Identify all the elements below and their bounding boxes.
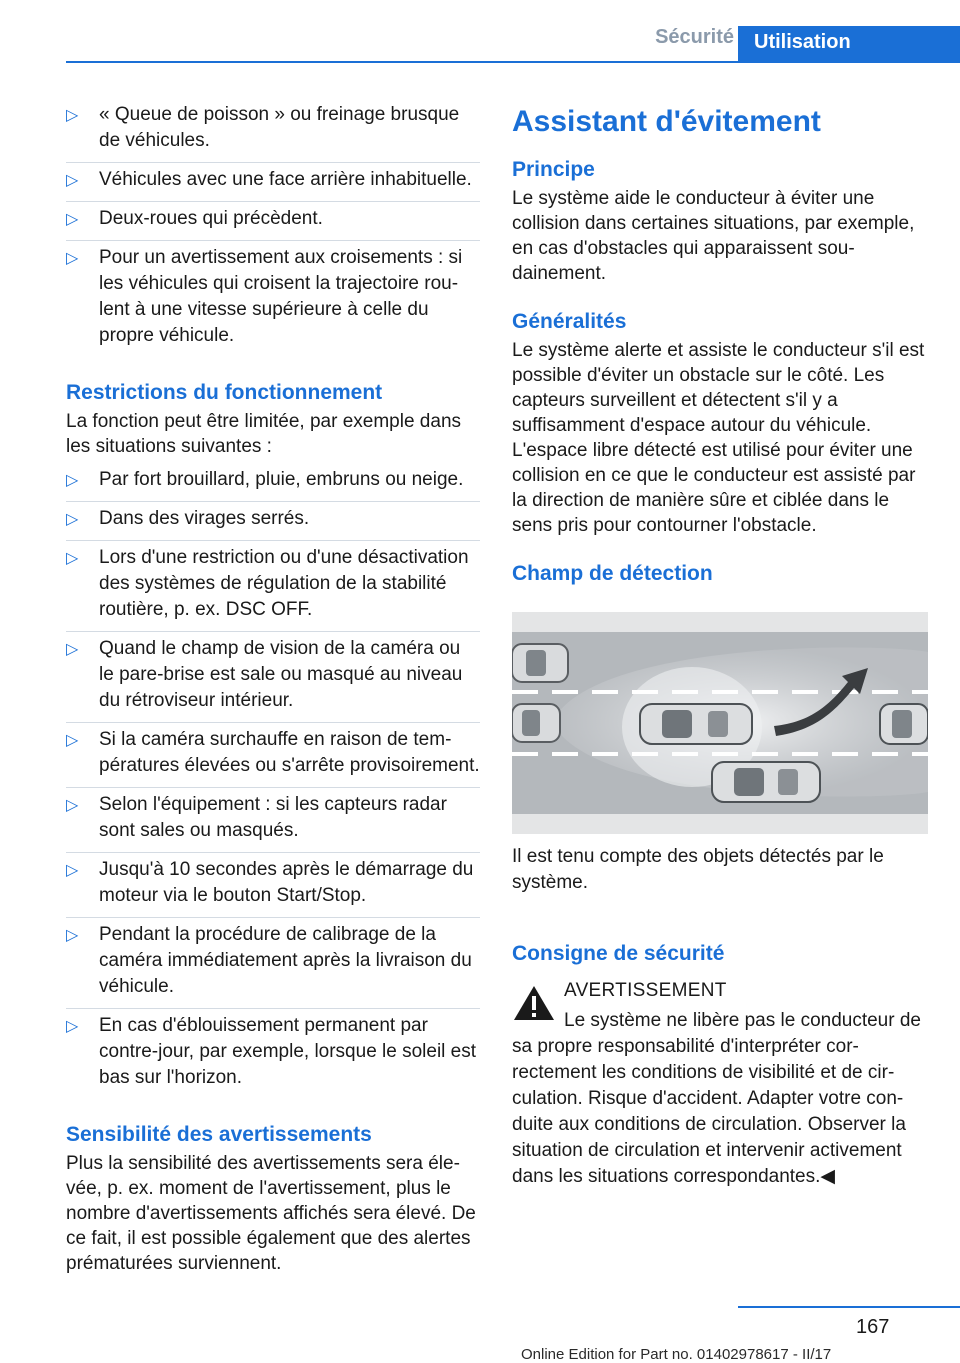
list-item: ▷ Dans des virages serrés. [66,501,480,540]
detection-heading: Champ de détection [512,562,713,585]
sensitivity-body: Plus la sensibilité des avertissements sera élevée, p. ex. moment de l'avertissement, plus le nombre d'avertissements affichés sera élevé. De ce fait, il est possible également que des alertes prématurées surviennent. [66,1153,476,1274]
car-lower-lane [712,762,820,802]
restrictions-intro: La fonction peut être limitée, par exemple dans les situations suivantes : [66,411,462,457]
list-item: ▷ Lors d'une restriction ou d'une désactivation des systèmes de régulation de la stabilité routière, p. ex. DSC OFF. [66,540,480,631]
safety-heading: Consigne de sécurité [512,942,725,965]
warning-triangle-icon [512,984,556,1022]
restrictions-bullet-list [66,465,480,1099]
triangle-bullet-icon: ▷ [66,107,79,124]
triangle-bullet-icon: ▷ [66,862,79,879]
triangle-bullet-icon: ▷ [66,797,79,814]
road-diagram [512,612,928,834]
road-shoulder-bottom [512,814,928,834]
list-item: ▷ Quand le champ de vision de la caméra ou le pare-brise est sale ou masqué au niveau du rétroviseur intérieur. [66,631,480,722]
left-column [66,100,480,1276]
triangle-bullet-icon: ▷ [66,472,79,489]
top-bullet-list [66,100,480,357]
footer-rule [738,1306,960,1308]
triangle-bullet-icon: ▷ [66,511,79,528]
triangle-bullet-icon: ▷ [66,732,79,749]
triangle-bullet-icon: ▷ [66,172,79,189]
triangle-bullet-icon: ▷ [66,641,79,658]
list-item: ▷ « Queue de poisson » ou freinage brusque de véhicules. [66,104,460,151]
detection-field-illustration [512,612,928,834]
general-body: Le système alerte et assiste le conducteur s'il est possible d'éviter un obstacle sur le côté. Les capteurs surveillent et détectent s'il y a suffisamment d'espace autour du véhicule. L'espace libre détecté est utilisé pour éviter une collision en ce que le conducteur est assisté par la direction de manière sûre et ciblée dans le sens pris pour contourner l'obstacle. [512,340,925,536]
edition-note: Online Edition for Part no. 01402978617 - II/17 [521,1346,832,1363]
figure-caption: Il est tenu compte des objets détectés par le système. [512,846,884,893]
list-item: ▷ Jusqu'à 10 secondes après le démarrage du moteur via le bouton Start/Stop. [66,852,480,917]
section-tab: Sécurité [655,26,734,48]
general-heading: Généralités [512,310,627,333]
list-item: ▷ Pendant la procédure de calibrage de la caméra immédiatement après la livraison du véhicule. [66,917,480,1008]
chapter-tab: Utilisation [738,26,960,62]
warning-body: Le système ne libère pas le conducteur de sa propre responsabilité d'interpréter correctement les conditions de visibilité et de circulation. Risque d'accident. Adapter votre conduite aux conditions de circulation. Observer la situation de circulation et intervenir activement dans les situations correspondantes.◀ [512,1010,921,1187]
road-shoulder-top [512,612,928,632]
list-item: ▷ Par fort brouillard, pluie, embruns ou neige. [66,465,480,501]
principle-body: Le système aide le conducteur à éviter une collision dans certaines situations, par exemple, en cas d'obstacles qui apparaissent soudainement. [512,188,915,284]
page-header [0,0,960,62]
list-item: ▷ Pour un avertissement aux croisements : si les véhicules qui croisent la trajectoire roulent à une vitesse supérieure à celle du propre véhicule. [66,240,480,357]
sensitivity-heading: Sensibilité des avertissements [66,1123,372,1146]
triangle-bullet-icon: ▷ [66,250,79,267]
triangle-bullet-icon: ▷ [66,927,79,944]
triangle-bullet-icon: ▷ [66,211,79,228]
principle-heading: Principe [512,158,595,181]
header-rule [66,61,960,63]
list-item: ▷ Selon l'équipement : si les capteurs radar sont sales ou masqués. [66,787,480,852]
triangle-bullet-icon: ▷ [66,550,79,567]
restrictions-heading: Restrictions du fonctionnement [66,381,383,404]
right-column [512,100,930,1190]
car-left-middle [512,704,560,742]
triangle-bullet-icon: ▷ [66,1018,79,1035]
list-item: ▷ Deux-roues qui précèdent. [66,201,480,240]
warning-title: AVERTISSEMENT [564,980,727,1001]
car-obstacle-right [880,704,928,744]
list-item: ▷ Si la caméra surchauffe en raison de températures élevées ou s'arrête provisoirement. [66,722,480,787]
section-title: Assistant d'évitement [512,105,821,138]
list-item: ▷ Véhicules avec une face arrière inhabituelle. [66,162,480,201]
list-item: ▷ En cas d'éblouissement permanent par contre-jour, par exemple, lorsque le soleil est bas sur l'horizon. [66,1008,480,1099]
page-number: 167 [856,1316,890,1338]
car-left-top [512,644,568,682]
car-ego [640,704,752,744]
warning-block [512,978,930,1190]
